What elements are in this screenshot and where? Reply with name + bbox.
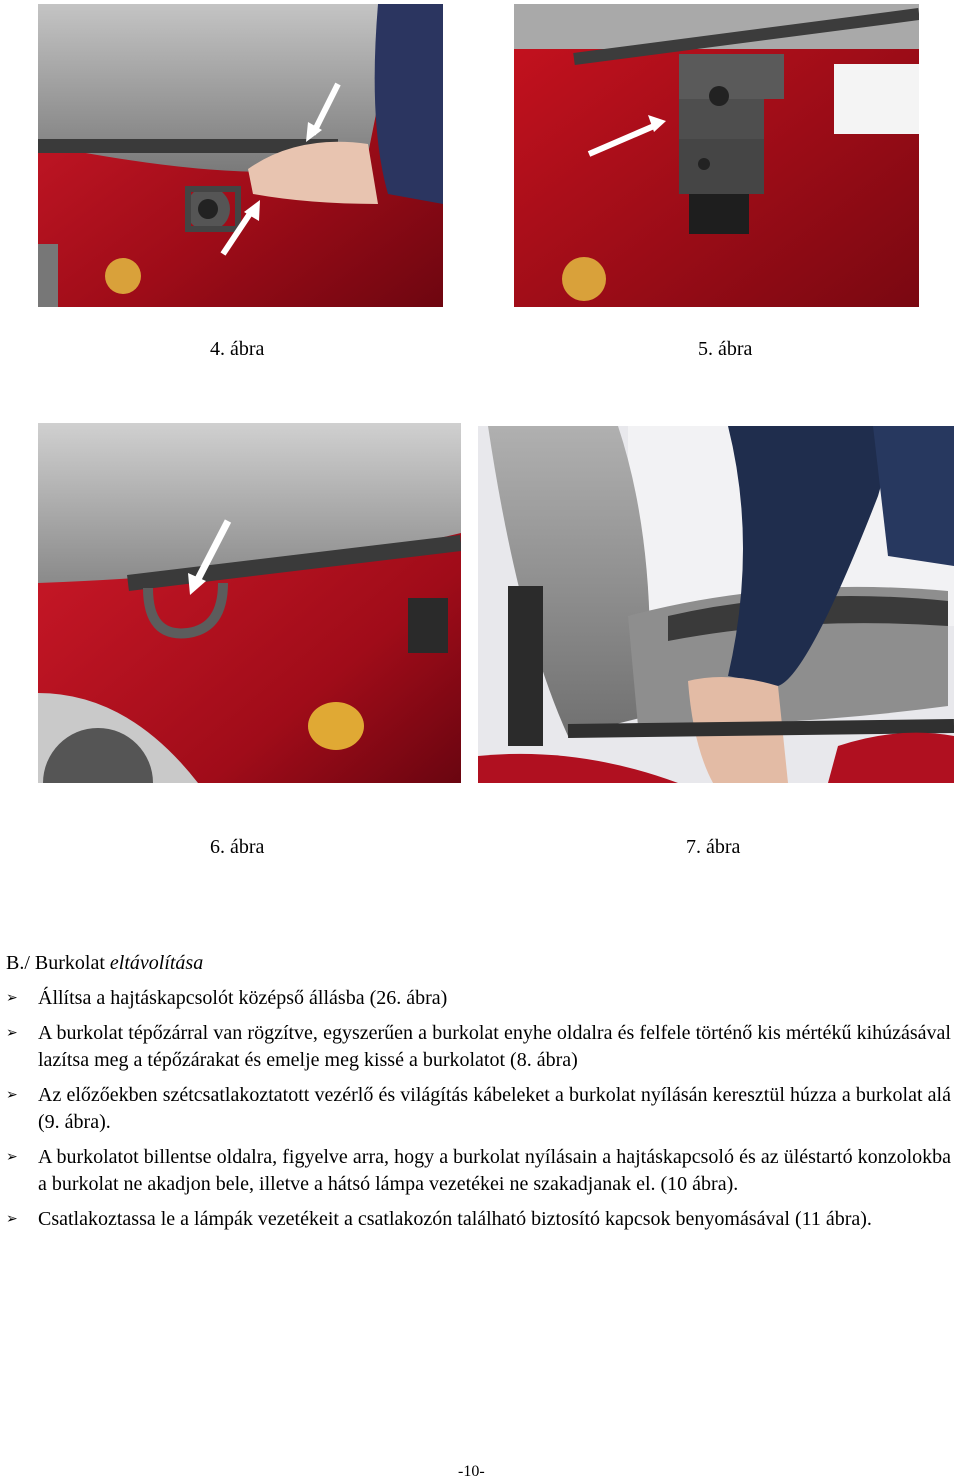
- page-number: -10-: [458, 1463, 485, 1480]
- list-item: [6, 1144, 951, 1198]
- list-item-text: Állítsa a hajtáskapcsolót középső állásba (26. ábra): [38, 987, 448, 1009]
- arrow-bullet-icon: ➢: [6, 990, 18, 1006]
- arrow-bullet-icon: ➢: [6, 1025, 18, 1041]
- arrow-bullet-icon: ➢: [6, 1087, 18, 1103]
- section-heading-emphasis: eltávolítása: [109, 952, 204, 974]
- section-heading: [6, 950, 203, 976]
- figure-5-caption: 5. ábra: [698, 338, 753, 360]
- list-item-text: A burkolatot billentse oldalra, figyelve arra, hogy a burkolat nyílásain a hajtáskapcsoló és az üléstartó konzolokba a burkolat ne akadjon bele, illetve a hátsó lámpa vezetékei ne szakadjanak el. (10 ábra).: [38, 1146, 951, 1195]
- figure-7-photo: [478, 426, 954, 783]
- figure-4-caption: 4. ábra: [210, 338, 265, 360]
- figure-6-photo: [38, 423, 461, 783]
- list-item: [6, 985, 951, 1012]
- list-item: [6, 1206, 951, 1233]
- list-item: [6, 1020, 951, 1074]
- instruction-list: [6, 985, 951, 1241]
- list-item-text: A burkolat tépőzárral van rögzítve, egyszerűen a burkolat enyhe oldalra és felfele történő kis mértékű kihúzásával lazítsa meg a tépőzárakat és emelje meg kissé a burkolatot (8. ábra): [38, 1022, 951, 1071]
- figure-4-photo: [38, 4, 443, 307]
- figure-5-photo: [514, 4, 919, 307]
- list-item: [6, 1082, 951, 1136]
- list-item-text: Csatlakoztassa le a lámpák vezetékeit a csatlakozón található biztosító kapcsok benyomásával (11 ábra).: [38, 1208, 872, 1230]
- figure-7-caption: 7. ábra: [686, 836, 741, 858]
- list-item-text: Az előzőekben szétcsatlakoztatott vezérlő és világítás kábeleket a burkolat nyílásán keresztül húzza a burkolat alá (9. ábra).: [38, 1084, 951, 1133]
- arrow-bullet-icon: ➢: [6, 1149, 18, 1165]
- arrow-bullet-icon: ➢: [6, 1211, 18, 1227]
- figure-6-caption: 6. ábra: [210, 836, 265, 858]
- section-heading-prefix: B./ Burkolat: [6, 952, 110, 974]
